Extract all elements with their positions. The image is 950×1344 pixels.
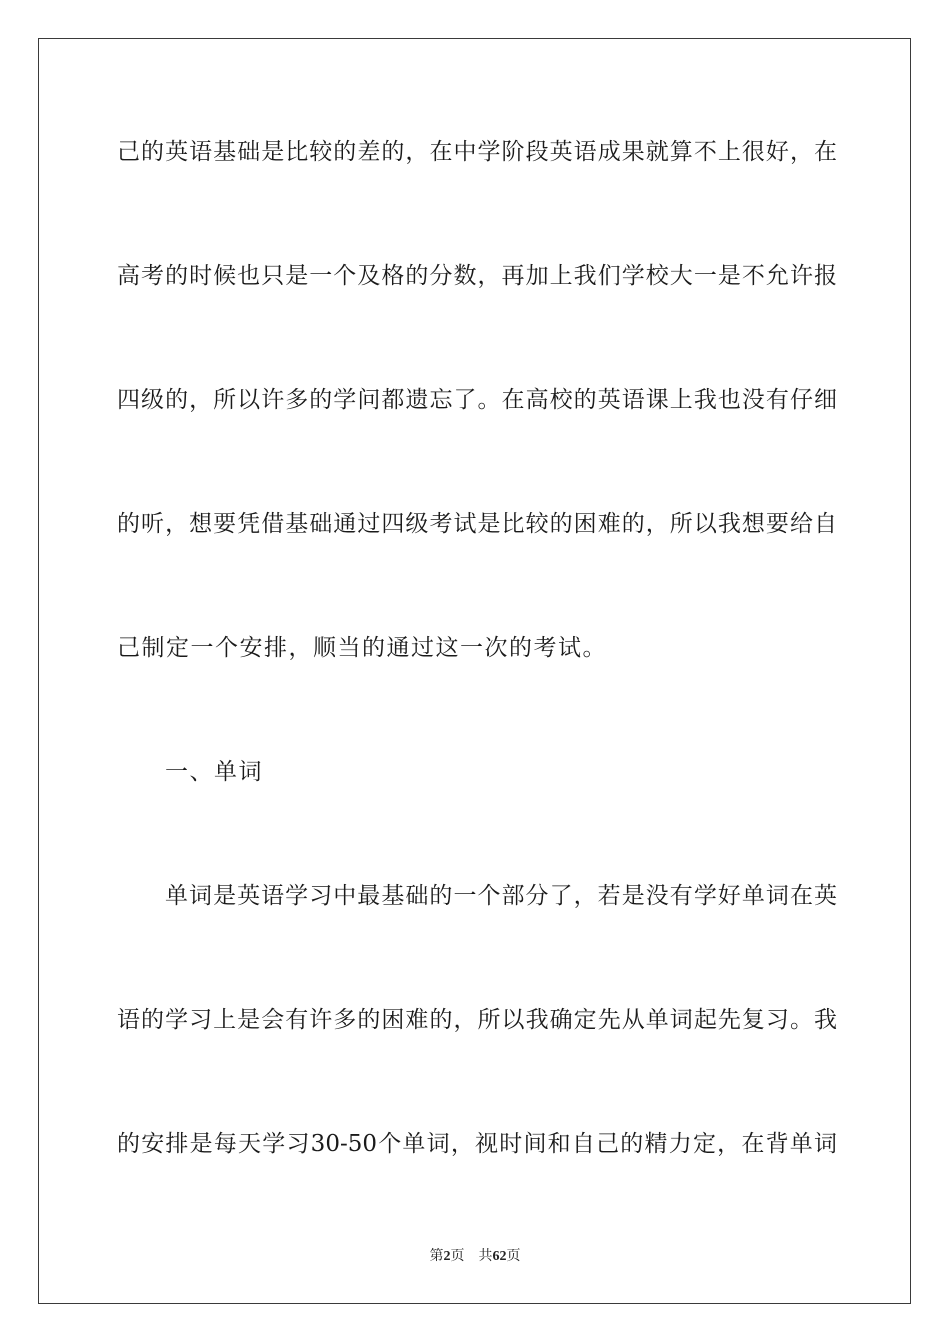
footer-total-prefix: 共 — [478, 1248, 493, 1264]
body-line-5: 己制定一个安排，顺当的通过这一次的考试。 — [117, 635, 607, 661]
body-line-3: 四级的，所以许多的学问都遗忘了。在高校的英语课上我也没有仔细 — [117, 387, 837, 413]
body-line-1: 己的英语基础是比较的差的，在中学阶段英语成果就算不上很好，在 — [117, 139, 837, 165]
body-line-8: 语的学习上是会有许多的困难的，所以我确定先从单词起先复习。我 — [117, 1007, 837, 1033]
footer-page-suffix: 页 — [450, 1248, 465, 1264]
body-line-2: 高考的时候也只是一个及格的分数，再加上我们学校大一是不允许报 — [117, 263, 837, 289]
body-line-9: 的安排是每天学习30-50个单词，视时间和自己的精力定，在背单词 — [117, 1131, 837, 1157]
body-line-4: 的听，想要凭借基础通过四级考试是比较的困难的，所以我想要给自 — [117, 511, 837, 537]
footer-total-pages: 62 — [492, 1249, 507, 1264]
section-heading: 一、单词 — [165, 759, 263, 785]
footer-page-prefix: 第 — [429, 1248, 444, 1264]
page-border — [38, 38, 911, 1304]
page-footer — [0, 1247, 950, 1266]
footer-total-suffix: 页 — [506, 1248, 521, 1264]
body-line-7: 单词是英语学习中最基础的一个部分了，若是没有学好单词在英 — [165, 883, 837, 909]
footer-page-number: 2 — [443, 1249, 451, 1264]
